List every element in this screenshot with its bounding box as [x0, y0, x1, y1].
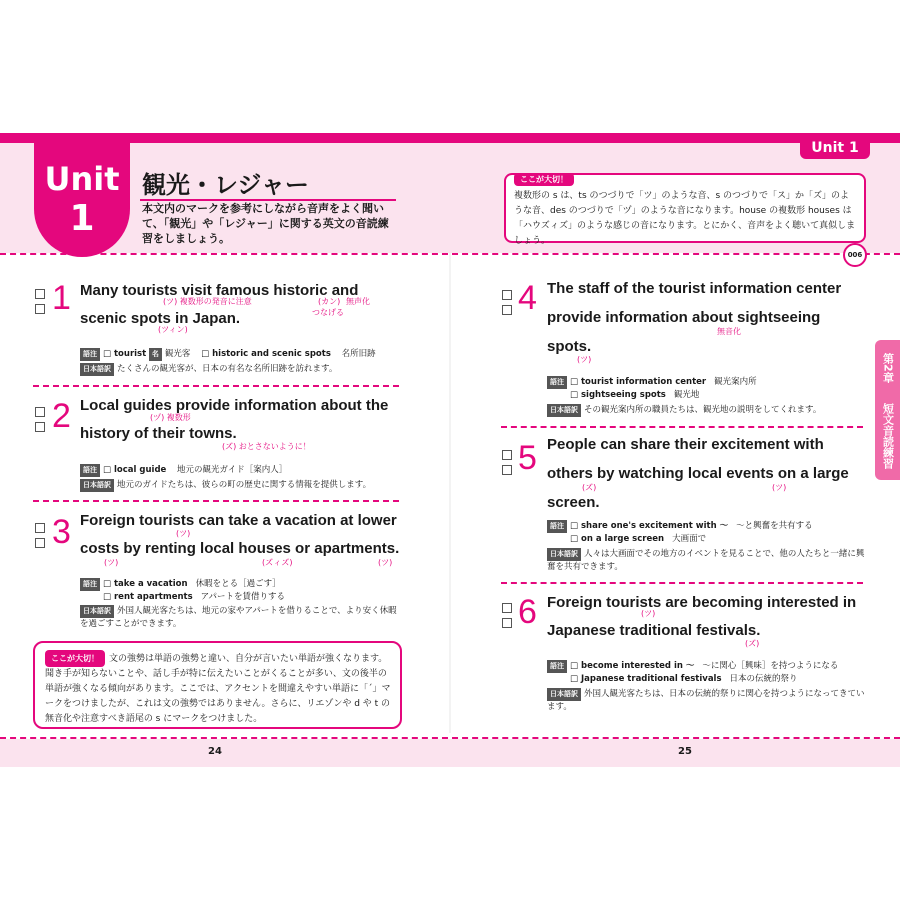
- vocab-meaning: 名所旧跡: [341, 349, 376, 359]
- vocab-word: □ rent apartments: [103, 592, 193, 602]
- annotation: つなげる: [312, 308, 344, 317]
- key-point-text: 複数形の s は、ts のつづりで「ツ」のような音、s のつづりで「ス」か「ズ」のような音、des のつづりで「ヅ」のような音になります。house の複数形 houses は「ハウズィズ」のような感じの音になります。とにかく、音声をよく聴いて真似しましょう。: [514, 191, 856, 246]
- vocab-word: □ local guide: [103, 465, 167, 475]
- translation-6: [547, 688, 865, 714]
- unit-word: Unit: [44, 160, 120, 198]
- vocab-tag: 語注: [80, 578, 100, 591]
- item-divider: [33, 385, 399, 387]
- translation-3: [80, 605, 400, 631]
- annotation: (ツ): [577, 355, 592, 364]
- item-number-6: 6: [518, 593, 537, 631]
- sentence-5-line-1: People can share their excitement with: [547, 436, 824, 453]
- vocab-tag: 語注: [80, 348, 100, 361]
- vocab-meaning: 観光客: [164, 349, 191, 359]
- top-bar: [0, 133, 900, 143]
- annotation: (ツ): [176, 529, 191, 538]
- unit-tab: Unit 1: [800, 137, 870, 159]
- item-number-2: 2: [52, 397, 71, 435]
- translation-tag: 日本語訳: [547, 548, 581, 561]
- checkbox-group-4[interactable]: [502, 290, 512, 320]
- vocab-word: □ on a large screen: [570, 534, 665, 544]
- sentence-3-line-1: Foreign tourists can take a vacation at lower: [80, 512, 397, 529]
- vocab-tag: 語注: [547, 376, 567, 389]
- translation-text: 人々は大画面でその地方のイベントを見ることで、他の人たちと一緒に興奮を共有できます。: [547, 549, 865, 572]
- annotation: 無声化: [346, 297, 370, 306]
- annotation: 無音化: [717, 327, 741, 336]
- page-number-right: 25: [678, 746, 692, 757]
- vocab-block-4: [547, 376, 757, 402]
- intro-text: 本文内のマークを参考にしながら音声をよく聞いて、「観光」や「レジャー」に関する英文の音読練習をしましょう。: [142, 202, 389, 245]
- checkbox-group-1[interactable]: [35, 289, 45, 319]
- sentence-2-line-2: history of their towns.: [80, 425, 237, 442]
- sentence-4-line-3: spots.: [547, 338, 592, 355]
- note-box: [33, 641, 402, 729]
- sentence-2-line-1: Local guides provide information about the: [80, 397, 389, 414]
- vocab-meaning: アパートを賃借りする: [200, 592, 285, 602]
- vocab-word: □ tourist information center: [570, 377, 707, 387]
- sentence-4-line-1: The staff of the tourist information center: [547, 280, 842, 297]
- checkbox-group-2[interactable]: [35, 407, 45, 437]
- item-divider: [501, 582, 863, 584]
- note-label: ここが大切！: [45, 650, 105, 667]
- vocab-meaning: ～と興奮を共有する: [736, 521, 813, 531]
- item-divider: [501, 426, 863, 428]
- vocab-word: □ Japanese traditional festivals: [570, 674, 722, 684]
- chapter-side-tab[interactable]: [875, 340, 900, 480]
- vocab-word: □ sightseeing spots: [570, 390, 666, 400]
- vocab-block-6: [547, 660, 838, 686]
- vocab-block-2: [80, 464, 287, 477]
- page-gutter: [449, 253, 451, 733]
- item-number-4: 4: [518, 279, 537, 317]
- unit-badge: [34, 143, 130, 257]
- audio-track-icon[interactable]: 006: [843, 243, 867, 267]
- annotation: (ツ) 複数形の発音に注意: [163, 297, 252, 306]
- annotation: (ツ): [378, 558, 393, 567]
- vocab-tag: 語注: [80, 464, 100, 477]
- vocab-word: □ share one's excitement with ～: [570, 521, 729, 531]
- vocab-meaning: 観光地: [673, 390, 700, 400]
- item-number-3: 3: [52, 513, 71, 551]
- vocab-block-5: [547, 520, 813, 546]
- footer-band: [0, 739, 900, 767]
- translation-text: その観光案内所の職員たちは、観光地の説明をしてくれます。: [584, 405, 822, 415]
- translation-2: [80, 479, 371, 492]
- vocab-meaning: 地元の観光ガイド［案内人］: [177, 465, 288, 475]
- vocab-word: □ tourist: [103, 349, 147, 359]
- section-label: 短文音読練習: [881, 403, 895, 469]
- item-number-5: 5: [518, 439, 537, 477]
- vocab-word: □ historic and scenic spots: [201, 349, 331, 359]
- annotation: (ズィズ): [262, 558, 293, 567]
- translation-tag: 日本語訳: [80, 479, 114, 492]
- sentence-1-line-1: Many tourists visit famous historic and: [80, 282, 359, 299]
- sentence-4-line-2: provide information about sightseeing: [547, 309, 821, 326]
- sentence-5-line-3: screen.: [547, 494, 600, 511]
- vocab-word: □ take a vacation: [103, 579, 188, 589]
- translation-tag: 日本語訳: [547, 404, 581, 417]
- unit-number: 1: [69, 198, 95, 239]
- translation-5: [547, 548, 865, 574]
- checkbox-group-5[interactable]: [502, 450, 512, 480]
- sentence-6-line-1: Foreign tourists are becoming interested in: [547, 594, 857, 611]
- translation-tag: 日本語訳: [80, 605, 114, 618]
- checkbox-group-6[interactable]: [502, 603, 512, 633]
- vocab-block-1: [80, 348, 376, 361]
- translation-tag: 日本語訳: [80, 363, 114, 376]
- vocab-meaning: 休暇をとる［過ごす］: [195, 579, 281, 589]
- annotation: (カン): [318, 297, 341, 306]
- vocab-tag: 語注: [547, 520, 567, 533]
- vocab-meaning: ～に関心［興味］を持つようになる: [702, 661, 839, 671]
- item-divider: [33, 500, 399, 502]
- annotation: (ズ) おとさないように！: [222, 442, 311, 451]
- translation-1: [80, 363, 337, 376]
- page-title: 観光・レジャー: [142, 171, 309, 199]
- note-text: 文の強勢は単語の強勢と違い、自分が言いたい単語が強くなります。聞き手が知らないことや、話し手が特に伝えたいことがくることが多い、文の後半の単語が強くなる傾向があります。ここでは、アクセントを間違えやすい単語に「ˊ」マークをつけましたが、これは文の強勢ではありません。さらに、リエゾンや d や t の無音化や注意すべき語尾の s にマークをつけました。: [45, 654, 391, 724]
- vocab-meaning: 観光案内所: [714, 377, 757, 387]
- key-point-label: ここが大切！: [514, 173, 574, 186]
- annotation: (ズ): [582, 483, 597, 492]
- translation-text: 外国人観光客たちは、地元の家やアパートを借りることで、より安く休暇を過ごすことができます。: [80, 606, 397, 629]
- translation-tag: 日本語訳: [547, 688, 581, 701]
- translation-4: [547, 404, 821, 417]
- vocab-meaning: 日本の伝統的祭り: [729, 674, 798, 684]
- annotation: (ツ): [772, 483, 787, 492]
- vocab-tag: 語注: [547, 660, 567, 673]
- annotation: (ツ): [641, 609, 656, 618]
- sentence-1-line-2: scenic spots in Japan.: [80, 310, 241, 327]
- checkbox-group-3[interactable]: [35, 523, 45, 553]
- item-number-1: 1: [52, 279, 71, 317]
- translation-text: たくさんの観光客が、日本の有名な名所旧跡を訪れます。: [117, 364, 338, 374]
- vocab-meaning: 大画面で: [672, 534, 707, 544]
- annotation: (ツ): [104, 558, 119, 567]
- sentence-3-line-2: costs by renting local houses or apartments.: [80, 540, 400, 557]
- sentence-6-line-2: Japanese traditional festivals.: [547, 622, 761, 639]
- book-spread: [0, 133, 900, 767]
- note-text-wrap: [45, 650, 395, 727]
- page-number-left: 24: [208, 746, 222, 757]
- translation-text: 外国人観光客たちは、日本の伝統的祭りに関心を持つようになってきています。: [547, 689, 865, 712]
- vocab-word: □ become interested in ～: [570, 661, 695, 671]
- sentence-5-line-2: others by watching local events on a large: [547, 465, 849, 482]
- annotation: (ズ): [745, 639, 760, 648]
- chapter-label: 第2章: [881, 353, 895, 383]
- annotation: (ヅ) 複数形: [150, 413, 191, 422]
- translation-text: 地元のガイドたちは、彼らの町の歴史に関する情報を提供します。: [117, 480, 372, 490]
- annotation: (ツィン): [158, 325, 188, 334]
- part-of-speech-mark: 名: [149, 348, 162, 361]
- key-point-box: [504, 173, 866, 246]
- vocab-block-3: [80, 578, 285, 604]
